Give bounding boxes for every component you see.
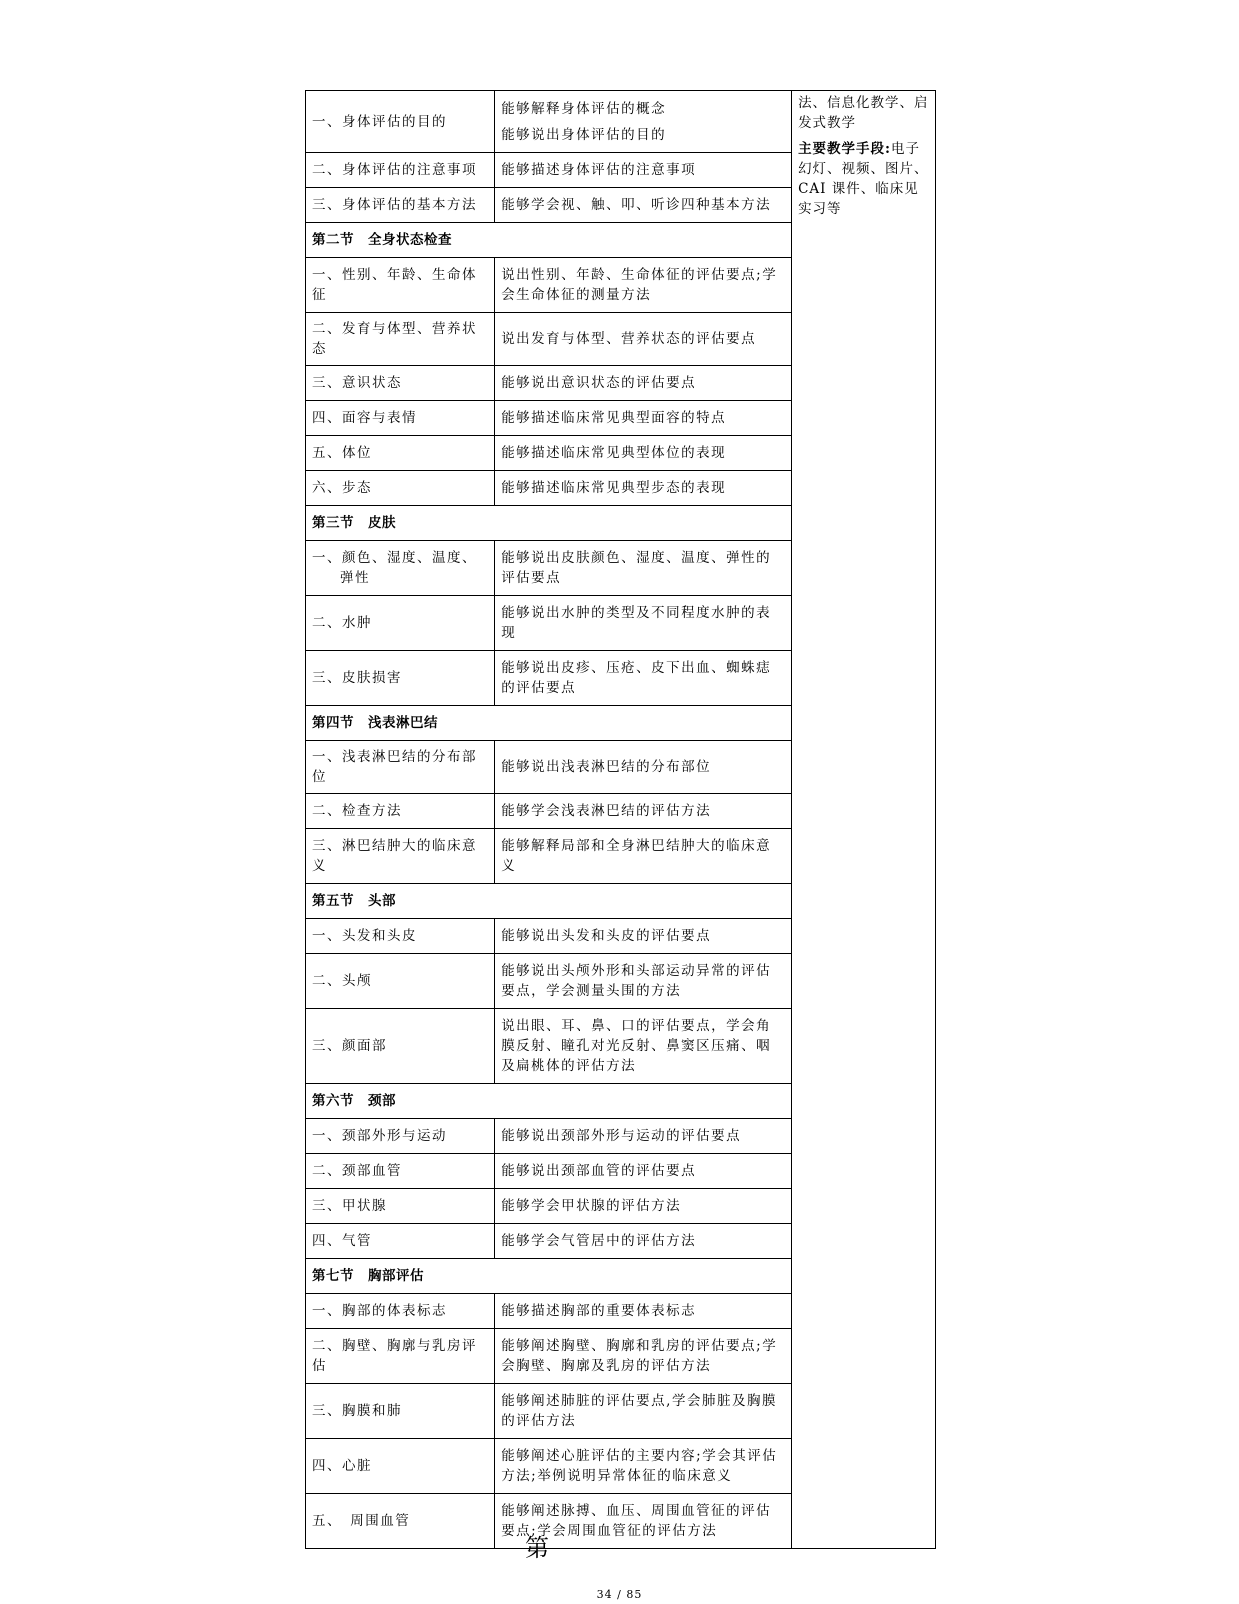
topic-cell — [306, 596, 495, 651]
topic-text: 一、颈部外形与运动 — [312, 1128, 447, 1144]
table-row — [306, 91, 936, 153]
goal-text: 能够学会浅表淋巴结的评估方法 — [501, 803, 712, 819]
topic-cell — [306, 188, 495, 223]
syllabus-table-body — [306, 91, 936, 1549]
topic-cell — [306, 1329, 495, 1384]
goal-cell — [495, 258, 792, 313]
topic-cell — [306, 1384, 495, 1439]
goal-cell — [495, 188, 792, 223]
topic-text: 一、胸部的体表标志 — [312, 1303, 447, 1319]
topic-cell — [306, 366, 495, 401]
teaching-means-paragraph — [798, 139, 929, 219]
goal-text: 能够说出皮肤颜色、湿度、温度、弹性的评估要点 — [501, 550, 772, 586]
goal-text: 能够阐述肺脏的评估要点,学会肺脏及胸膜的评估方法 — [501, 1393, 777, 1429]
topic-text: 三、淋巴结肿大的临床意义 — [312, 838, 477, 874]
topic-text: 一、浅表淋巴结的分布部位 — [312, 749, 477, 785]
topic-cell — [306, 1119, 495, 1154]
goal-cell — [495, 794, 792, 829]
section-title: 第三节 皮肤 — [306, 506, 792, 541]
topic-cell — [306, 471, 495, 506]
goal-text: 能够说出头发和头皮的评估要点 — [501, 928, 712, 944]
topic-cell — [306, 1224, 495, 1259]
goal-cell — [495, 919, 792, 954]
topic-cell — [306, 91, 495, 153]
goal-text: 能够说出身体评估的目的 — [501, 126, 667, 143]
goal-text: 能够说出颈部外形与运动的评估要点 — [501, 1128, 742, 1144]
topic-text: 二、发育与体型、营养状态 — [312, 321, 477, 357]
topic-cell — [306, 313, 495, 366]
topic-text: 二、颈部血管 — [312, 1163, 402, 1179]
goal-text: 能够说出水肿的类型及不同程度水肿的表现 — [501, 605, 772, 641]
topic-text: 三、意识状态 — [312, 375, 402, 391]
topic-text: 五、 周围血管 — [312, 1513, 411, 1529]
topic-text: 四、气管 — [312, 1233, 372, 1249]
goal-cell — [495, 436, 792, 471]
topic-cell — [306, 829, 495, 884]
goal-cell — [495, 651, 792, 706]
section-title: 第四节 浅表淋巴结 — [306, 706, 792, 741]
goal-text: 能够说出皮疹、压疮、皮下出血、蜘蛛痣的评估要点 — [501, 660, 772, 696]
goal-text: 说出眼、耳、鼻、口的评估要点，学会角膜反射、瞳孔对光反射、鼻窦区压痛、咽及扁桃体的评估方法 — [501, 1018, 772, 1074]
teaching-methods-cell — [792, 91, 936, 1549]
goal-text: 能够描述身体评估的注意事项 — [501, 162, 697, 178]
topic-text: 三、胸膜和肺 — [312, 1403, 402, 1419]
topic-text: 一、身体评估的目的 — [312, 113, 447, 130]
goal-text: 能够解释身体评估的概念 — [501, 100, 667, 117]
goal-text: 能够学会气管居中的评估方法 — [501, 1233, 697, 1249]
goal-cell — [495, 153, 792, 188]
goal-cell — [495, 741, 792, 794]
topic-text: 二、水肿 — [312, 615, 372, 631]
topic-cell — [306, 1154, 495, 1189]
goal-cell — [495, 1224, 792, 1259]
goal-text: 能够说出浅表淋巴结的分布部位 — [501, 759, 712, 775]
goal-cell — [495, 1439, 792, 1494]
goal-cell — [495, 401, 792, 436]
goal-text: 说出性别、年龄、生命体征的评估要点;学会生命体征的测量方法 — [501, 267, 778, 303]
trailing-text: 第 — [525, 1534, 549, 1562]
goal-cell — [495, 366, 792, 401]
goal-cell — [495, 1329, 792, 1384]
syllabus-table — [305, 90, 936, 1549]
goal-cell — [495, 1189, 792, 1224]
topic-cell — [306, 258, 495, 313]
topic-text: 二、身体评估的注意事项 — [312, 162, 477, 178]
goal-text: 能够说出意识状态的评估要点 — [501, 375, 697, 391]
goal-text: 说出发育与体型、营养状态的评估要点 — [501, 331, 757, 347]
topic-cell — [306, 954, 495, 1009]
topic-text: 二、头颅 — [312, 973, 372, 989]
goal-cell — [495, 1119, 792, 1154]
goal-text: 能够描述临床常见典型体位的表现 — [501, 445, 727, 461]
topic-text: 二、检查方法 — [312, 803, 402, 819]
topic-cell — [306, 401, 495, 436]
goal-text: 能够说出颈部血管的评估要点 — [501, 1163, 697, 1179]
topic-text: 一、头发和头皮 — [312, 928, 417, 944]
topic-text: 六、步态 — [312, 480, 372, 496]
topic-cell — [306, 651, 495, 706]
goal-cell — [495, 954, 792, 1009]
section-title: 第二节 全身状态检查 — [306, 223, 792, 258]
topic-cell — [306, 794, 495, 829]
topic-cell — [306, 541, 495, 596]
goal-cell — [495, 1294, 792, 1329]
topic-cell — [306, 1294, 495, 1329]
teaching-means-text: 电子幻灯、视频、图片、CAI 课件、临床见实习等 — [798, 141, 929, 217]
topic-text: 一、性别、年龄、生命体征 — [312, 267, 477, 303]
goal-text: 能够描述临床常见典型步态的表现 — [501, 480, 727, 496]
topic-text: 二、胸壁、胸廓与乳房评估 — [312, 1338, 477, 1374]
goal-text: 能够阐述脉搏、血压、周围血管征的评估要点;学会周围血管征的评估方法 — [501, 1503, 772, 1539]
goal-cell — [495, 313, 792, 366]
topic-cell — [306, 1439, 495, 1494]
goal-text: 能够描述临床常见典型面容的特点 — [501, 410, 727, 426]
goal-cell — [495, 1009, 792, 1084]
section-title: 第七节 胸部评估 — [306, 1259, 792, 1294]
topic-text: 一、颜色、湿度、温度、弹性 — [312, 550, 477, 586]
topic-cell — [306, 1494, 495, 1549]
topic-cell — [306, 741, 495, 794]
topic-text: 四、心脏 — [312, 1458, 372, 1474]
topic-cell — [306, 1189, 495, 1224]
goal-text: 能够学会甲状腺的评估方法 — [501, 1198, 682, 1214]
topic-cell — [306, 919, 495, 954]
topic-text: 三、身体评估的基本方法 — [312, 197, 477, 213]
goal-text: 能够阐述胸壁、胸廓和乳房的评估要点;学会胸壁、胸廓及乳房的评估方法 — [501, 1338, 778, 1374]
teaching-methods-text: 法、信息化教学、启发式教学 — [798, 95, 929, 131]
topic-cell — [306, 153, 495, 188]
topic-text: 三、甲状腺 — [312, 1198, 387, 1214]
goal-text: 能够描述胸部的重要体表标志 — [501, 1303, 697, 1319]
goal-cell — [495, 541, 792, 596]
topic-text: 三、皮肤损害 — [312, 670, 402, 686]
section-title: 第六节 颈部 — [306, 1084, 792, 1119]
goal-text: 能够解释局部和全身淋巴结肿大的临床意义 — [501, 838, 772, 874]
goal-cell — [495, 1154, 792, 1189]
topic-cell — [306, 1009, 495, 1084]
topic-text: 五、体位 — [312, 445, 372, 461]
topic-text: 四、面容与表情 — [312, 410, 417, 426]
topic-text: 三、颜面部 — [312, 1038, 387, 1054]
goal-cell — [495, 471, 792, 506]
page-number: 34 / 85 — [596, 1588, 643, 1601]
goal-cell — [495, 1384, 792, 1439]
goal-cell — [495, 829, 792, 884]
goal-cell — [495, 596, 792, 651]
teaching-means-label: 主要教学手段: — [798, 141, 892, 157]
section-title: 第五节 头部 — [306, 884, 792, 919]
goal-text: 能够说出头颅外形和头部运动异常的评估要点，学会测量头围的方法 — [501, 963, 772, 999]
topic-cell — [306, 436, 495, 471]
goal-text: 能够阐述心脏评估的主要内容;学会其评估方法;举例说明异常体征的临床意义 — [501, 1448, 778, 1484]
goal-text: 能够学会视、触、叩、听诊四种基本方法 — [501, 197, 772, 213]
goal-cell — [495, 91, 792, 153]
